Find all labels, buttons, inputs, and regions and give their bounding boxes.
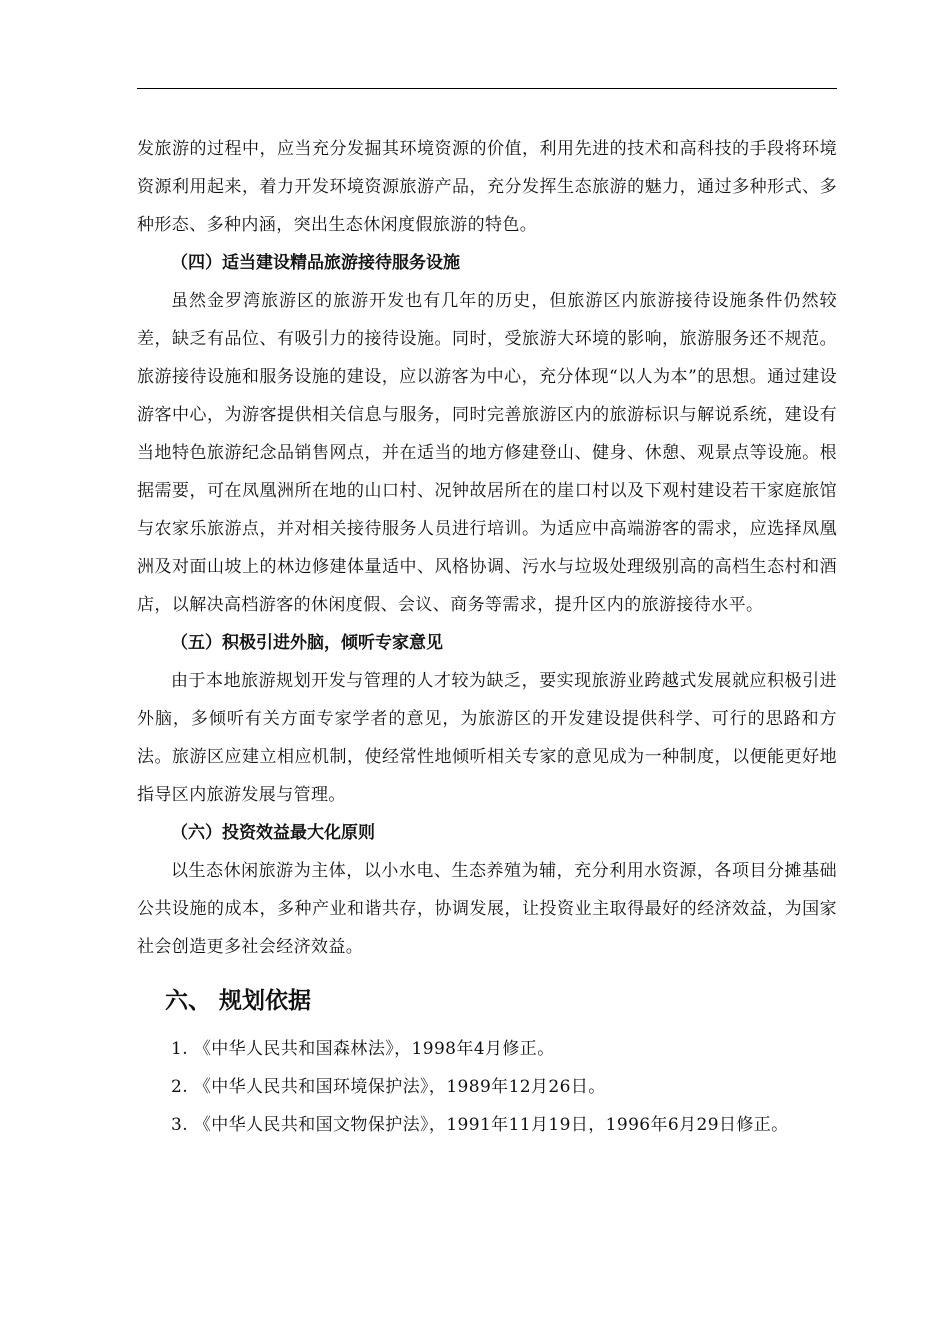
subheading-4: （四）适当建设精品旅游接待服务设施 (171, 253, 460, 273)
section-title: 六、 规划依据 (165, 988, 312, 1014)
subheading-6: （六）投资效益最大化原则 (171, 823, 375, 843)
header-rule (137, 88, 837, 89)
paragraph-facilities: 虽然金罗湾旅游区的旅游开发也有几年的历史，但旅游区内旅游接待设施条件仍然较差，缺乏有品位、有吸引力的接待设施。同时，受旅游大环境的影响，旅游服务还不规范。旅游接待设施和服务设施的建设，应以游客为中心，充分体现“以人为本”的思想。通过建设游客中心，为游客提供相关信息与服务，同时完善旅游区内的旅游标识与解说系统，建设有当地特色旅游纪念品销售网点，并在适当的地方修建登山、健身、休憩、观景点等设施。根据需要，可在凤凰洲所在地的山口村、况钟故居所在的崖口村以及下观村建设若干家庭旅馆与农家乐旅游点，并对相关接待服务人员进行培训。为适应中高端游客的需求，应选择凤凰洲及对面山坡上的林边修建体量适中、风格协调、污水与垃圾处理级别高的高档生态村和酒店，以解决高档游客的休闲度假、会议、商务等需求，提升区内的旅游接待水平。 (137, 291, 837, 615)
reference-item: 3. 《中华人民共和国文物保护法》，1991年11月19日，1996年6月29日修正。 (171, 1115, 789, 1135)
reference-item: 2. 《中华人民共和国环境保护法》，1989年12月26日。 (171, 1077, 606, 1097)
paragraph-continuation: 发旅游的过程中，应当充分发掘其环境资源的价值，利用先进的技术和高科技的手段将环境资源利用起来，着力开发环境资源旅游产品，充分发挥生态旅游的魅力，通过多种形式、多种形态、多种内涵，突出生态休闲度假旅游的特色。 (137, 139, 837, 235)
subheading-5: （五）积极引进外脑，倾听专家意见 (171, 633, 443, 653)
paragraph-experts: 由于本地旅游规划开发与管理的人才较为缺乏，要实现旅游业跨越式发展就应积极引进外脑，多倾听有关方面专家学者的意见，为旅游区的开发建设提供科学、可行的思路和方法。旅游区应建立相应机制，使经常性地倾听相关专家的意见成为一种制度，以便能更好地指导区内旅游发展与管理。 (137, 671, 837, 805)
reference-item: 1. 《中华人民共和国森林法》，1998年4月修正。 (171, 1039, 555, 1059)
paragraph-investment: 以生态休闲旅游为主体，以小水电、生态养殖为辅，充分利用水资源，各项目分摊基础公共设施的成本，多种产业和谐共存，协调发展，让投资业主取得最好的经济效益，为国家社会创造更多社会经济效益。 (137, 861, 837, 957)
page-content (137, 130, 837, 1144)
